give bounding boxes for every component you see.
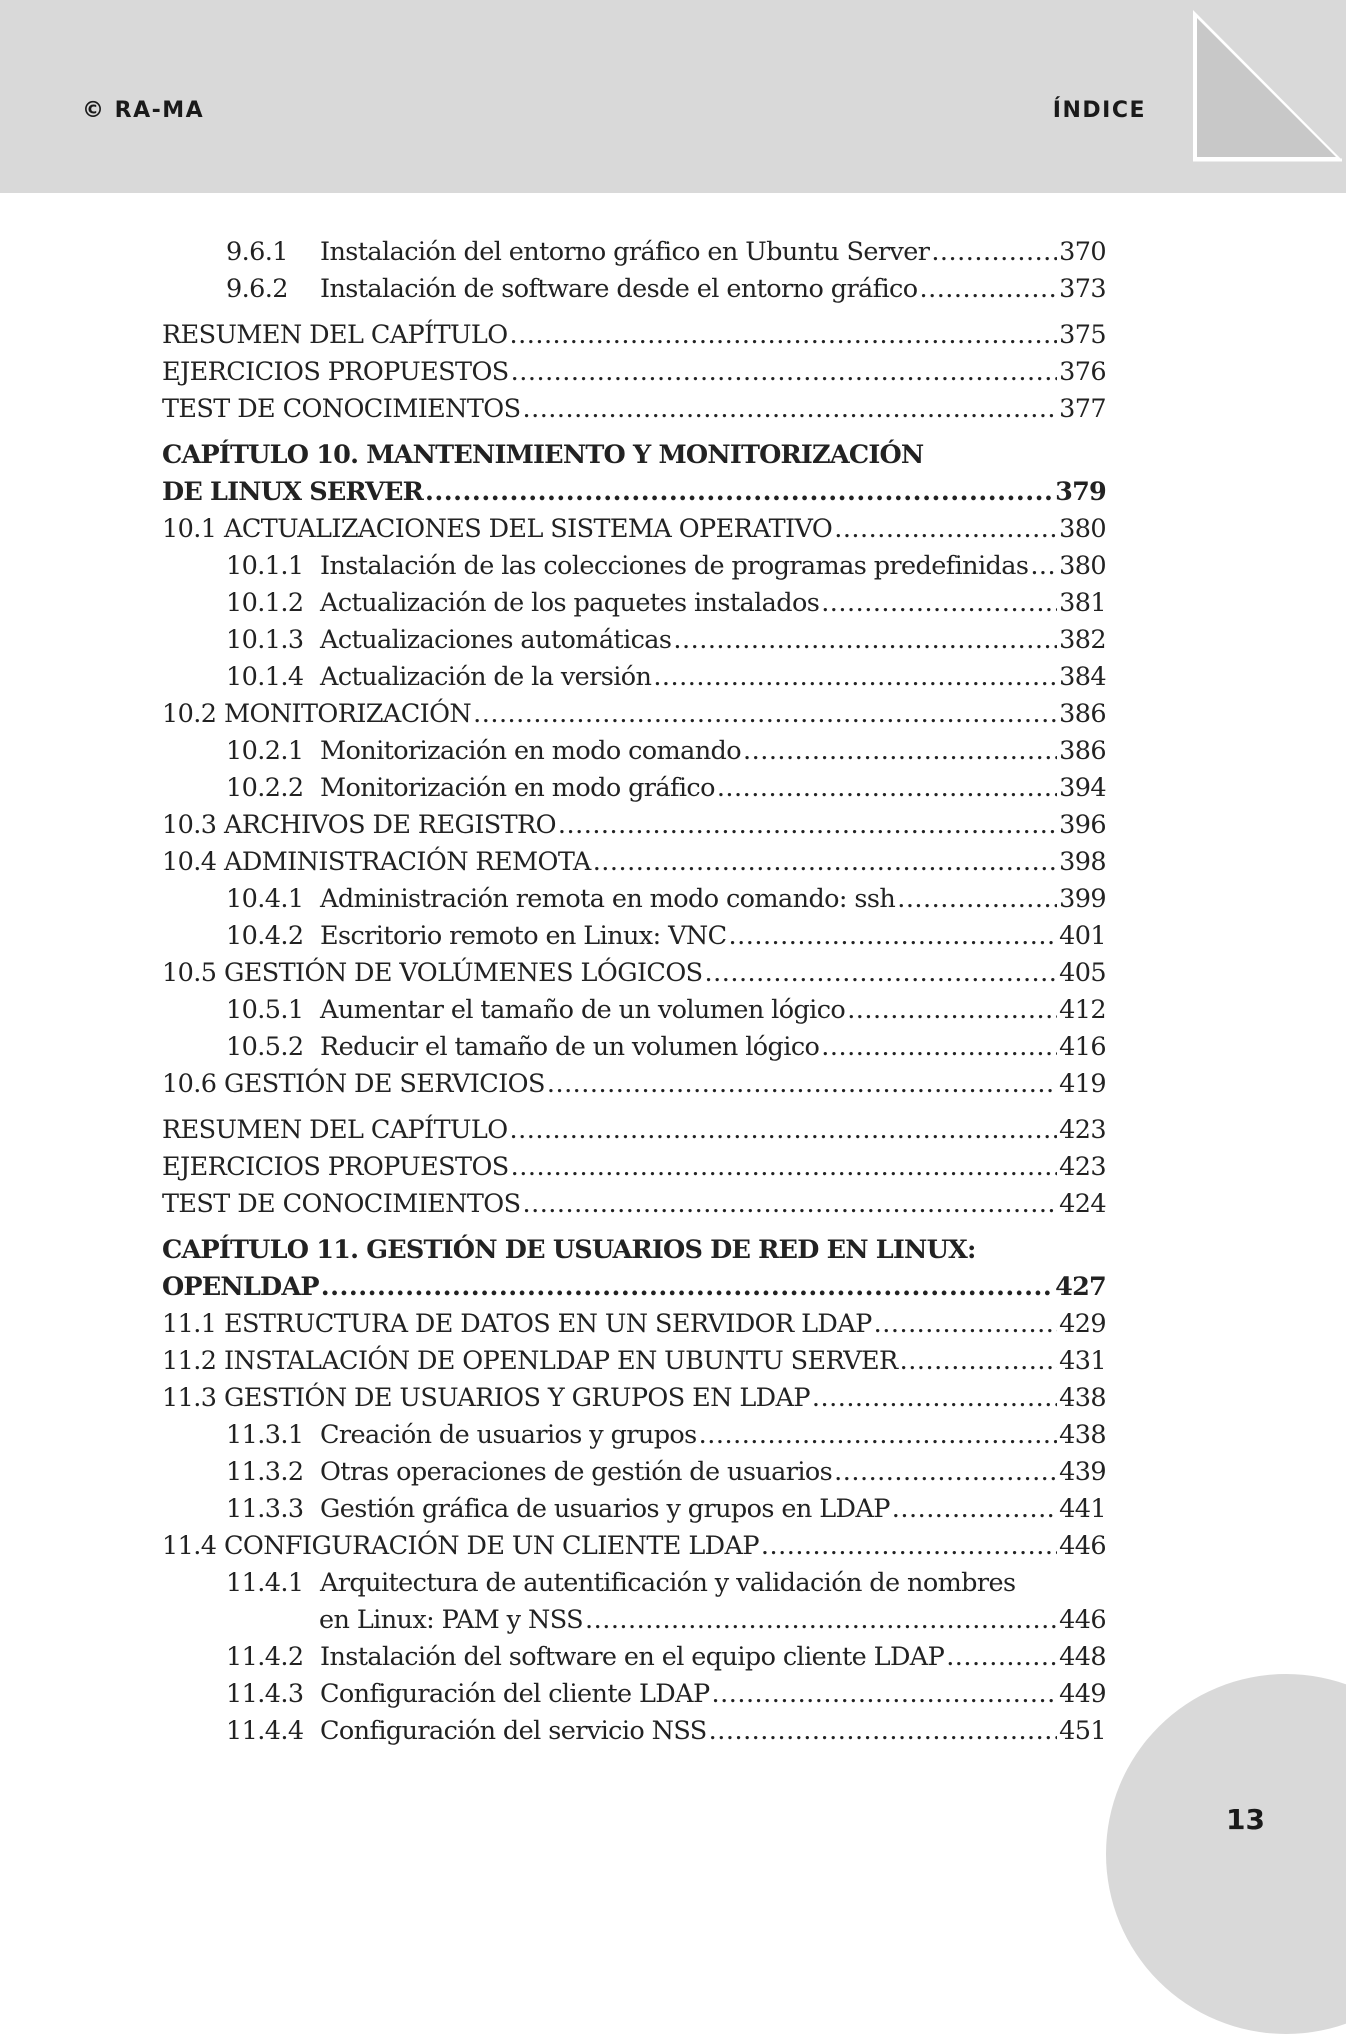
page-number-circle: [1106, 1674, 1346, 2034]
toc-entry[interactable]: [162, 622, 1106, 659]
dot-leader: [1030, 548, 1057, 585]
section-number: 9.6.2: [226, 274, 288, 304]
dot-leader: [511, 1149, 1057, 1186]
toc-entry[interactable]: [162, 1676, 1106, 1713]
entry-title: Creación de usuarios y grupos: [320, 1420, 697, 1450]
section-number: 11.3.3: [226, 1494, 304, 1524]
entry-title: RESUMEN DEL CAPÍTULO: [162, 1115, 508, 1145]
toc-entry[interactable]: [162, 1066, 1106, 1103]
entry-title: Instalación de software desde el entorno gráfico: [320, 274, 918, 304]
section-number: 11.4.4: [226, 1716, 304, 1746]
section-number: 10.1: [162, 514, 217, 544]
dot-leader: [558, 807, 1057, 844]
toc-entry[interactable]: [162, 1306, 1106, 1343]
page-ref: 431: [1059, 1346, 1106, 1376]
toc-entry[interactable]: [162, 1491, 1106, 1528]
toc-entry-chapter[interactable]: [162, 1269, 1106, 1306]
toc-entry-chapter[interactable]: [162, 474, 1106, 511]
dot-leader: [834, 511, 1057, 548]
toc-entry[interactable]: [162, 511, 1106, 548]
toc-entry-cont[interactable]: [162, 1602, 1106, 1639]
page-ref: 373: [1059, 274, 1106, 304]
toc-entry[interactable]: [162, 354, 1106, 391]
page-ref: 396: [1059, 810, 1106, 840]
dot-leader: [473, 696, 1057, 733]
section-number: 10.5: [162, 958, 217, 988]
dot-leader: [510, 317, 1058, 354]
entry-title: Escritorio remoto en Linux: VNC: [320, 921, 727, 951]
toc-entry[interactable]: [162, 585, 1106, 622]
page-corner-tab: [1176, 0, 1346, 196]
entry-title: EJERCICIOS PROPUESTOS: [162, 357, 509, 387]
dot-leader: [593, 844, 1057, 881]
dot-leader: [712, 1676, 1058, 1713]
page-ref: 424: [1059, 1189, 1106, 1219]
page-ref: 419: [1059, 1069, 1106, 1099]
section-number: 11.4: [162, 1531, 217, 1561]
page-ref: 399: [1059, 884, 1106, 914]
page-ref: 429: [1059, 1309, 1106, 1339]
toc-entry[interactable]: [162, 992, 1106, 1029]
entry-title: Arquitectura de autentificación y validación de nombres: [320, 1568, 1016, 1598]
toc-entry[interactable]: [162, 317, 1106, 354]
section-number: 10.5.2: [226, 1032, 304, 1062]
dot-leader: [699, 1417, 1057, 1454]
dot-leader: [892, 1491, 1057, 1528]
page-ref: 439: [1059, 1457, 1106, 1487]
toc-entry[interactable]: [162, 1149, 1106, 1186]
entry-title: TEST DE CONOCIMIENTOS: [162, 394, 521, 424]
entry-title: Configuración del cliente LDAP: [320, 1679, 710, 1709]
page-ref: 398: [1059, 847, 1106, 877]
toc-entry[interactable]: [162, 955, 1106, 992]
entry-title: Instalación de las colecciones de programas predefinidas: [320, 551, 1029, 581]
page-ref: 446: [1059, 1531, 1106, 1561]
toc-entry[interactable]: [162, 234, 1106, 271]
section-number: 10.2: [162, 699, 217, 729]
page-ref: 423: [1059, 1115, 1106, 1145]
dot-leader: [321, 1269, 1053, 1306]
section-number: 10.1.1: [226, 551, 304, 581]
section-number: 11.1: [162, 1309, 217, 1339]
dot-leader: [705, 955, 1058, 992]
entry-title: Administración remota en modo comando: ssh: [320, 884, 896, 914]
entry-title: GESTIÓN DE SERVICIOS: [224, 1069, 545, 1099]
toc-entry[interactable]: [162, 733, 1106, 770]
entry-title: Aumentar el tamaño de un volumen lógico: [320, 995, 846, 1025]
page-ref: 423: [1059, 1152, 1106, 1182]
page-ref: 377: [1059, 394, 1106, 424]
dot-leader: [919, 271, 1057, 308]
dot-leader: [511, 354, 1057, 391]
toc-entry[interactable]: [162, 1454, 1106, 1491]
page-ref: 380: [1059, 551, 1106, 581]
dot-leader: [709, 1713, 1057, 1750]
dot-leader: [931, 234, 1057, 271]
section-number: 10.6: [162, 1069, 217, 1099]
page-ref: 375: [1059, 320, 1106, 350]
toc-entry[interactable]: [162, 271, 1106, 308]
toc-entry[interactable]: [162, 807, 1106, 844]
section-number: 10.2.1: [226, 736, 304, 766]
dot-leader: [821, 1029, 1057, 1066]
publisher-label: © RA-MA: [82, 98, 205, 123]
chapter-title-cont: DE LINUX SERVER: [162, 477, 424, 507]
dot-leader: [821, 585, 1057, 622]
toc-entry[interactable]: [162, 881, 1106, 918]
entry-title: CONFIGURACIÓN DE UN CLIENTE LDAP: [224, 1531, 759, 1561]
section-number: 11.2: [162, 1346, 217, 1376]
dot-leader: [510, 1112, 1058, 1149]
dot-leader: [946, 1639, 1057, 1676]
entry-title: GESTIÓN DE VOLÚMENES LÓGICOS: [224, 958, 703, 988]
toc-entry[interactable]: [162, 1565, 1106, 1602]
dot-leader: [585, 1602, 1057, 1639]
page-ref: 384: [1059, 662, 1106, 692]
entry-title: Gestión gráfica de usuarios y grupos en LDAP: [320, 1494, 890, 1524]
toc-entry[interactable]: [162, 1112, 1106, 1149]
page-ref: 441: [1059, 1494, 1106, 1524]
page-ref: 451: [1059, 1716, 1106, 1746]
toc-entry[interactable]: [162, 391, 1106, 428]
entry-title: MONITORIZACIÓN: [224, 699, 472, 729]
entry-title: Otras operaciones de gestión de usuarios: [320, 1457, 833, 1487]
section-number: 11.3: [162, 1383, 217, 1413]
entry-title: Instalación del software en el equipo cliente LDAP: [320, 1642, 945, 1672]
table-of-contents: [162, 234, 1106, 1750]
toc-entry[interactable]: [162, 1343, 1106, 1380]
entry-title: Reducir el tamaño de un volumen lógico: [320, 1032, 820, 1062]
page-ref: 380: [1059, 514, 1106, 544]
section-number: 11.3.2: [226, 1457, 304, 1487]
dot-leader: [653, 659, 1057, 696]
page-ref: 438: [1059, 1420, 1106, 1450]
toc-entry[interactable]: [162, 1639, 1106, 1676]
entry-title: INSTALACIÓN DE OPENLDAP EN UBUNTU SERVER: [224, 1346, 898, 1376]
page-ref: 446: [1059, 1605, 1106, 1635]
dot-leader: [717, 770, 1057, 807]
dot-leader: [761, 1528, 1057, 1565]
page-ref: 382: [1059, 625, 1106, 655]
entry-title: EJERCICIOS PROPUESTOS: [162, 1152, 509, 1182]
page-ref: 401: [1059, 921, 1106, 951]
toc-entry[interactable]: [162, 696, 1106, 733]
section-title: ÍNDICE: [1052, 98, 1146, 123]
dot-leader: [729, 918, 1058, 955]
entry-title: TEST DE CONOCIMIENTOS: [162, 1189, 521, 1219]
section-number: 10.2.2: [226, 773, 304, 803]
toc-entry[interactable]: [162, 1417, 1106, 1454]
chapter-title: CAPÍTULO 11. GESTIÓN DE USUARIOS DE RED EN LINUX:: [162, 1235, 976, 1265]
toc-entry[interactable]: [162, 659, 1106, 696]
toc-entry[interactable]: [162, 844, 1106, 881]
page-ref: 376: [1059, 357, 1106, 387]
page-ref: 370: [1059, 237, 1106, 267]
section-number: 10.3: [162, 810, 217, 840]
entry-title: ARCHIVOS DE REGISTRO: [224, 810, 556, 840]
toc-entry[interactable]: [162, 1186, 1106, 1223]
toc-entry[interactable]: [162, 548, 1106, 585]
page-ref: 379: [1055, 477, 1106, 507]
section-number: 10.4: [162, 847, 217, 877]
dot-leader: [847, 992, 1057, 1029]
page-ref: 394: [1059, 773, 1106, 803]
toc-entry[interactable]: [162, 1713, 1106, 1750]
page-ref: 427: [1055, 1272, 1106, 1302]
entry-title: GESTIÓN DE USUARIOS Y GRUPOS EN LDAP: [224, 1383, 810, 1413]
entry-title: Actualización de los paquetes instalados: [320, 588, 820, 618]
section-number: 11.3.1: [226, 1420, 304, 1450]
page-ref: 449: [1059, 1679, 1106, 1709]
section-number: 11.4.1: [226, 1568, 304, 1598]
entry-title: ESTRUCTURA DE DATOS EN UN SERVIDOR LDAP: [224, 1309, 872, 1339]
section-number: 10.4.1: [226, 884, 304, 914]
dot-leader: [522, 391, 1057, 428]
entry-title: Monitorización en modo gráfico: [320, 773, 715, 803]
entry-title: Actualización de la versión: [320, 662, 652, 692]
section-number: 10.1.2: [226, 588, 304, 618]
section-number: 10.5.1: [226, 995, 304, 1025]
dot-leader: [547, 1066, 1057, 1103]
page-ref: 448: [1059, 1642, 1106, 1672]
page-ref: 438: [1059, 1383, 1106, 1413]
entry-title: Monitorización en modo comando: [320, 736, 741, 766]
page-ref: 386: [1059, 736, 1106, 766]
entry-title: RESUMEN DEL CAPÍTULO: [162, 320, 508, 350]
entry-title: Configuración del servicio NSS: [320, 1716, 707, 1746]
dot-leader: [897, 881, 1057, 918]
section-number: 10.1.4: [226, 662, 304, 692]
toc-entry[interactable]: [162, 770, 1106, 807]
page-ref: 412: [1059, 995, 1106, 1025]
dot-leader: [425, 474, 1053, 511]
dot-leader: [522, 1186, 1057, 1223]
toc-entry[interactable]: [162, 918, 1106, 955]
section-number: 9.6.1: [226, 237, 288, 267]
entry-title: ADMINISTRACIÓN REMOTA: [224, 847, 591, 877]
entry-title-cont: en Linux: PAM y NSS: [319, 1605, 583, 1635]
dot-leader: [812, 1380, 1057, 1417]
dot-leader: [834, 1454, 1057, 1491]
chapter-title-cont: OPENLDAP: [162, 1272, 319, 1302]
dot-leader: [673, 622, 1057, 659]
entry-title: ACTUALIZACIONES DEL SISTEMA OPERATIVO: [224, 514, 833, 544]
toc-entry[interactable]: [162, 1380, 1106, 1417]
section-number: 11.4.3: [226, 1679, 304, 1709]
chapter-title: CAPÍTULO 10. MANTENIMIENTO Y MONITORIZACIÓN: [162, 440, 924, 470]
page-ref: 405: [1059, 958, 1106, 988]
dot-leader: [874, 1306, 1057, 1343]
page-ref: 386: [1059, 699, 1106, 729]
section-number: 10.1.3: [226, 625, 304, 655]
page-number: 13: [1226, 1803, 1265, 1836]
entry-title: Instalación del entorno gráfico en Ubuntu Server: [320, 237, 930, 267]
dot-leader: [900, 1343, 1057, 1380]
page-ref: 381: [1059, 588, 1106, 618]
page-header: [0, 0, 1346, 196]
toc-entry[interactable]: [162, 1528, 1106, 1565]
entry-title: Actualizaciones automáticas: [320, 625, 672, 655]
section-number: 10.4.2: [226, 921, 304, 951]
page-ref: 416: [1059, 1032, 1106, 1062]
toc-entry[interactable]: [162, 1029, 1106, 1066]
section-number: 11.4.2: [226, 1642, 304, 1672]
dot-leader: [743, 733, 1057, 770]
